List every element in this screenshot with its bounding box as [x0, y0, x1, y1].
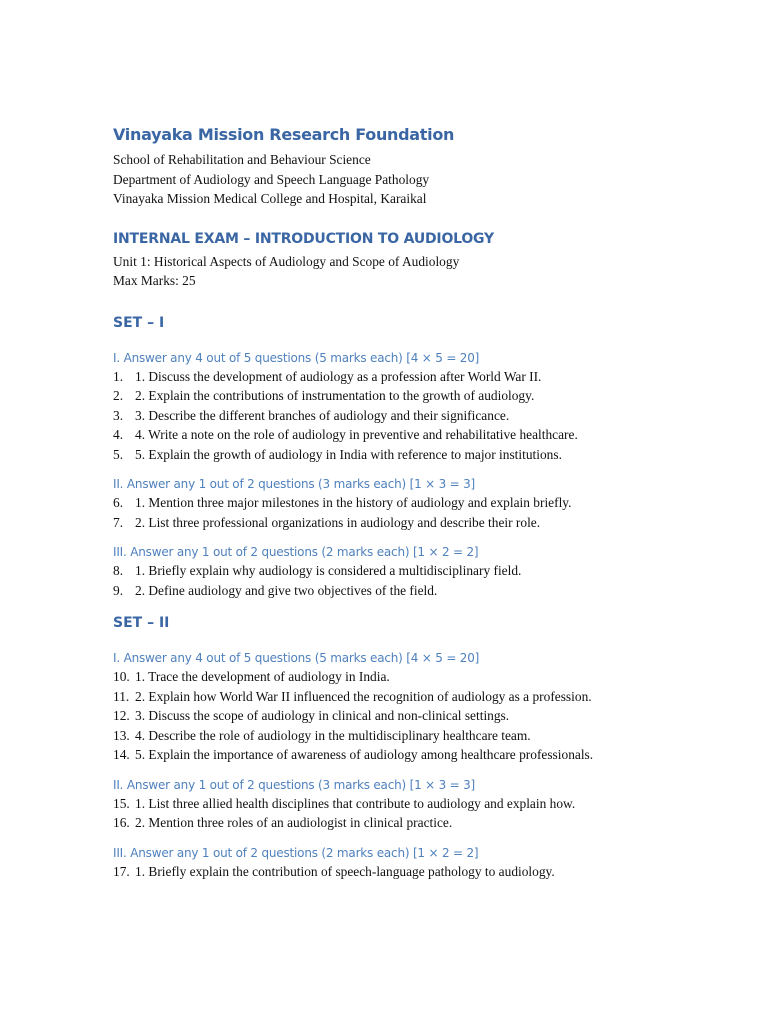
exam-max-marks: Max Marks: 25 [113, 273, 196, 288]
question-text: 5. Explain the growth of audiology in India with reference to major institutions. [135, 446, 562, 462]
question-text: 4. Write a note on the role of audiology in preventive and rehabilitative healthcare. [135, 427, 578, 442]
question-text: 1. Trace the development of audiology in India. [135, 669, 390, 684]
exam-title: INTERNAL EXAM – INTRODUCTION TO AUDIOLOGY [113, 230, 494, 247]
question-item [113, 386, 733, 406]
set-2-section-2-question-list [113, 794, 733, 833]
college-name: Vinayaka Mission Medical College and Hospital, Karaikal [113, 191, 427, 206]
question-text: 2. List three professional organizations in audiology and describe their role. [135, 514, 541, 530]
question-item [113, 687, 733, 707]
institution-title: Vinayaka Mission Research Foundation [113, 125, 455, 144]
set-1-section-3-heading: III. Answer any 1 out of 2 questions (2 marks each) [1 × 2 = 2] [113, 545, 479, 559]
set-2-title: SET – II [113, 615, 170, 631]
question-item [113, 493, 733, 513]
question-number: 5. [113, 446, 124, 462]
question-text: 2. Explain how World War II influenced the recognition of audiology as a profession. [135, 688, 592, 704]
question-number: 11. [113, 688, 130, 704]
question-text: 2. Define audiology and give two objectives of the field. [135, 582, 438, 598]
question-item [113, 862, 733, 882]
question-text: 2. Mention three roles of an audiologist in clinical practice. [135, 815, 453, 830]
question-text: 3. Describe the different branches of audiology and their significance. [135, 407, 510, 423]
question-number: 13. [113, 727, 130, 743]
question-text: 3. Discuss the scope of audiology in clinical and non-clinical settings. [135, 708, 510, 723]
set-1-section-1-heading: I. Answer any 4 out of 5 questions (5 marks each) [4 × 5 = 20] [113, 350, 480, 365]
set-2-section-1-question-list [113, 667, 733, 765]
set-1-section-1-question-list [113, 367, 733, 465]
question-text: 1. Briefly explain the contribution of speech-language pathology to audiology. [135, 863, 555, 879]
question-number: 16. [113, 815, 130, 830]
question-item [113, 745, 733, 765]
set-1-section-2-question-list [113, 493, 733, 532]
question-item [113, 726, 733, 746]
question-number: 12. [113, 708, 130, 723]
question-item [113, 513, 733, 533]
set-1-section-2-heading: II. Answer any 1 out of 2 questions (3 marks each) [1 × 3 = 3] [113, 477, 476, 491]
question-item [113, 367, 733, 387]
department-name: Department of Audiology and Speech Language Pathology [113, 171, 430, 187]
set-2-section-3-heading: III. Answer any 1 out of 2 questions (2 marks each) [1 × 2 = 2] [113, 845, 479, 860]
question-item [113, 581, 733, 601]
set-2-section-1-heading: I. Answer any 4 out of 5 questions (5 marks each) [4 × 5 = 20] [113, 651, 480, 665]
question-item [113, 813, 733, 833]
question-number: 3. [113, 407, 124, 423]
set-2-section-2-heading: II. Answer any 1 out of 2 questions (3 marks each) [1 × 3 = 3] [113, 777, 476, 792]
set-1-section-3-question-list [113, 561, 733, 600]
question-text: 1. Discuss the development of audiology as a profession after World War II. [135, 368, 542, 384]
question-item [113, 794, 733, 814]
question-number: 9. [113, 582, 124, 598]
question-item [113, 406, 733, 426]
question-number: 1. [113, 368, 124, 384]
question-number: 4. [113, 427, 124, 442]
exam-unit: Unit 1: Historical Aspects of Audiology and Scope of Audiology [113, 253, 460, 269]
set-1-title: SET – I [113, 314, 165, 331]
question-item [113, 445, 733, 465]
question-text: 5. Explain the importance of awareness of audiology among healthcare professionals. [135, 747, 594, 762]
question-item [113, 425, 733, 445]
question-number: 6. [113, 495, 124, 510]
question-text: 2. Explain the contributions of instrumentation to the growth of audiology. [135, 388, 535, 403]
question-number: 14. [113, 747, 130, 762]
question-item [113, 706, 733, 726]
question-number: 7. [113, 514, 124, 530]
set-2-section-3-question-list [113, 862, 733, 882]
question-number: 15. [113, 795, 130, 811]
question-number: 2. [113, 388, 124, 403]
question-text: 1. Mention three major milestones in the history of audiology and explain briefly. [135, 495, 572, 510]
question-item [113, 561, 733, 581]
question-text: 4. Describe the role of audiology in the multidisciplinary healthcare team. [135, 727, 531, 743]
question-number: 8. [113, 563, 124, 578]
question-number: 17. [113, 863, 130, 879]
school-name: School of Rehabilitation and Behaviour Science [113, 152, 371, 167]
question-number: 10. [113, 669, 130, 684]
question-text: 1. Briefly explain why audiology is considered a multidisciplinary field. [135, 563, 522, 578]
question-item [113, 667, 733, 687]
document-content [113, 124, 733, 881]
question-text: 1. List three allied health disciplines that contribute to audiology and explain how. [135, 795, 576, 811]
